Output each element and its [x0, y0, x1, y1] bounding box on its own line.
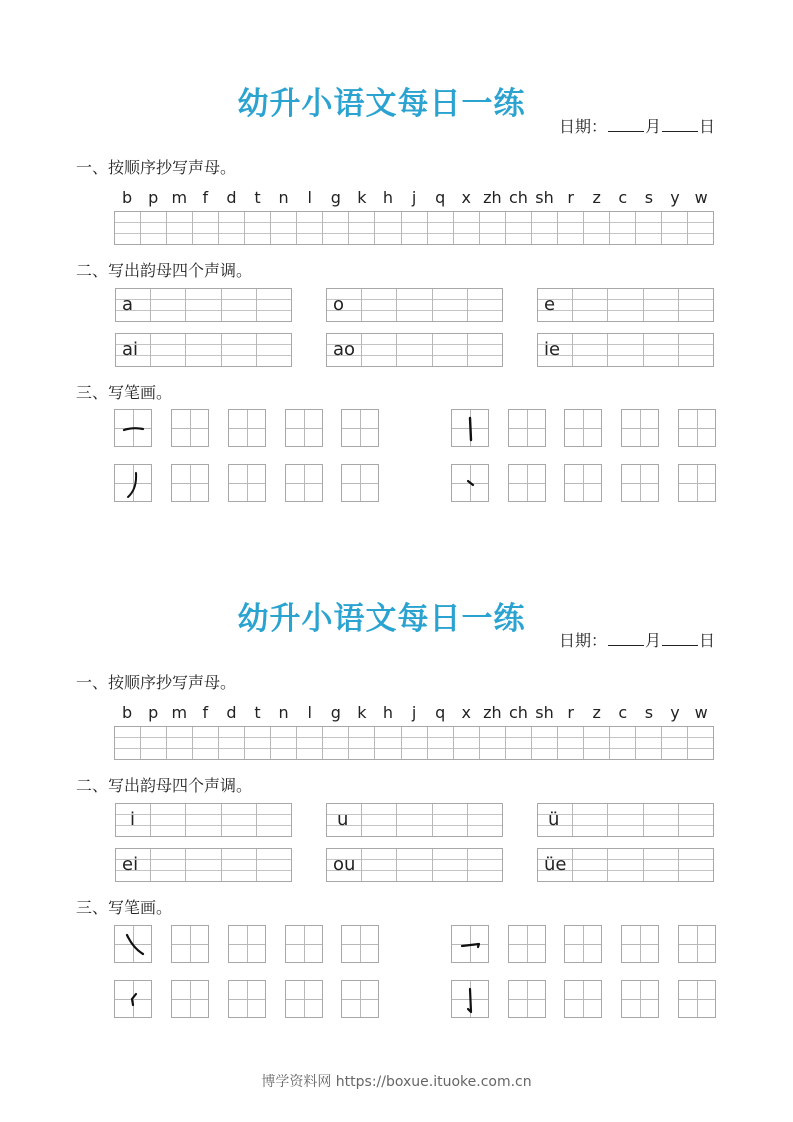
tian-grid-cell[interactable] — [341, 980, 379, 1018]
initial-letter: k — [357, 188, 367, 207]
initial-letter: s — [644, 703, 654, 722]
initial-letter: x — [461, 188, 471, 207]
initial-letter: t — [254, 188, 261, 207]
tian-grid-cell[interactable] — [341, 925, 379, 963]
initial-letter: y — [670, 188, 680, 207]
initial-letter: d — [226, 188, 237, 207]
initial-letter: z — [592, 703, 601, 722]
stroke-example-heng — [114, 409, 152, 447]
day-blank[interactable] — [662, 117, 698, 132]
initial-letter: h — [382, 188, 394, 207]
initial-letter: m — [171, 188, 188, 207]
initial-letter: q — [435, 188, 446, 207]
initial-letter: r — [567, 188, 574, 207]
initial-letter: j — [411, 188, 417, 207]
tian-grid-cell[interactable] — [621, 925, 659, 963]
vowel-label: üe — [544, 854, 567, 875]
dian-stroke-icon — [452, 465, 490, 503]
vowel-writing-grid[interactable] — [537, 848, 714, 882]
initials-writing-grid[interactable] — [114, 726, 714, 760]
tian-grid-cell[interactable] — [285, 925, 323, 963]
tian-grid-cell[interactable] — [508, 925, 546, 963]
tian-grid-cell[interactable] — [678, 980, 716, 1018]
shu-stroke-icon — [452, 410, 490, 448]
tian-grid-cell[interactable] — [228, 980, 266, 1018]
tian-grid-cell[interactable] — [564, 980, 602, 1018]
initial-letter: x — [461, 703, 471, 722]
month-blank[interactable] — [608, 117, 644, 132]
tian-grid-cell[interactable] — [285, 980, 323, 1018]
initials-writing-grid[interactable] — [114, 211, 714, 245]
vowel-label: ü — [548, 809, 560, 830]
footer-watermark: 博学资料网 https://boxue.ituoke.com.cn — [261, 1074, 532, 1090]
section-heading-strokes: 三、写笔画。 — [76, 383, 173, 402]
initials-row — [114, 703, 714, 723]
vowel-label: ou — [333, 854, 356, 875]
vowel-writing-grid[interactable] — [537, 803, 714, 837]
ti-stroke-icon — [115, 981, 153, 1019]
tian-grid-cell[interactable] — [285, 464, 323, 502]
section-heading-strokes: 三、写笔画。 — [76, 898, 173, 917]
initial-letter: sh — [535, 703, 554, 722]
initial-letter: zh — [483, 188, 502, 207]
tian-grid-cell[interactable] — [341, 409, 379, 447]
initial-letter: l — [307, 703, 312, 722]
vowel-writing-grid[interactable] — [115, 803, 292, 837]
vowel-label: i — [130, 809, 136, 830]
initial-letter: g — [330, 703, 341, 722]
vowel-writing-grid[interactable] — [537, 288, 714, 322]
tian-grid-cell[interactable] — [564, 925, 602, 963]
vowel-writing-grid[interactable] — [326, 803, 503, 837]
section-heading-initials: 一、按顺序抄写声母。 — [76, 673, 237, 692]
date-field — [559, 628, 715, 651]
day-label: 日 — [698, 631, 715, 650]
tian-grid-cell[interactable] — [228, 464, 266, 502]
stroke-example-pie — [114, 464, 152, 502]
initial-letter: y — [670, 703, 680, 722]
tian-grid-cell[interactable] — [228, 925, 266, 963]
vowel-label: ai — [122, 339, 139, 360]
initials-row — [114, 188, 714, 208]
initial-letter: c — [618, 188, 628, 207]
tian-grid-cell[interactable] — [285, 409, 323, 447]
tian-grid-cell[interactable] — [508, 464, 546, 502]
section-heading-vowels: 二、写出韵母四个声调。 — [76, 261, 253, 280]
initial-letter: t — [254, 703, 261, 722]
initial-letter: ch — [508, 188, 528, 207]
initial-letter: b — [121, 703, 133, 722]
initial-letter: s — [644, 188, 654, 207]
worksheet-title: 幼升小语文每日一练 — [237, 86, 526, 122]
tian-grid-cell[interactable] — [171, 925, 209, 963]
tian-grid-cell[interactable] — [621, 464, 659, 502]
vowel-label: ao — [333, 339, 356, 360]
initial-letter: m — [171, 703, 188, 722]
stroke-example-dian — [451, 464, 489, 502]
stroke-example-ti — [114, 980, 152, 1018]
tian-grid-cell[interactable] — [341, 464, 379, 502]
tian-grid-cell[interactable] — [228, 409, 266, 447]
vowel-label: ei — [122, 854, 139, 875]
vowel-writing-grid[interactable] — [115, 333, 292, 367]
section-heading-vowels: 二、写出韵母四个声调。 — [76, 776, 253, 795]
tian-grid-cell[interactable] — [171, 409, 209, 447]
initial-letter: r — [567, 703, 574, 722]
vowel-label: ie — [544, 339, 561, 360]
na-stroke-icon — [115, 926, 153, 964]
tian-grid-cell[interactable] — [508, 980, 546, 1018]
initial-letter: f — [202, 188, 209, 207]
tian-grid-cell[interactable] — [678, 925, 716, 963]
initial-letter: c — [618, 703, 628, 722]
vowel-writing-grid[interactable] — [326, 333, 503, 367]
vowel-label: e — [544, 294, 556, 315]
pie-stroke-icon — [115, 465, 153, 503]
initial-letter: f — [202, 703, 209, 722]
date-label: 日期： — [558, 117, 607, 136]
vowel-writing-grid[interactable] — [537, 333, 714, 367]
vowel-label: a — [122, 294, 134, 315]
initial-letter: g — [330, 188, 341, 207]
section-heading-initials: 一、按顺序抄写声母。 — [76, 158, 237, 177]
initial-letter: j — [411, 703, 417, 722]
initial-letter: ch — [508, 703, 528, 722]
vowel-label: u — [337, 809, 349, 830]
stroke-example-shu — [451, 409, 489, 447]
initial-letter: w — [694, 703, 708, 722]
initial-letter: sh — [535, 188, 554, 207]
vowel-writing-grid[interactable] — [326, 848, 503, 882]
date-label: 日期： — [558, 631, 607, 650]
tian-grid-cell[interactable] — [508, 409, 546, 447]
worksheet-title: 幼升小语文每日一练 — [237, 601, 526, 637]
initial-letter: zh — [483, 703, 502, 722]
stroke-example-na — [114, 925, 152, 963]
tian-grid-cell[interactable] — [171, 980, 209, 1018]
tian-grid-cell[interactable] — [564, 464, 602, 502]
vowel-writing-grid[interactable] — [326, 288, 503, 322]
initial-letter: z — [592, 188, 601, 207]
initial-letter: q — [435, 703, 446, 722]
month-label: 月 — [644, 117, 661, 136]
tian-grid-cell[interactable] — [564, 409, 602, 447]
initial-letter: p — [148, 703, 159, 722]
vowel-label: o — [333, 294, 345, 315]
tian-grid-cell[interactable] — [678, 464, 716, 502]
tian-grid-cell[interactable] — [171, 464, 209, 502]
vowel-writing-grid[interactable] — [115, 848, 292, 882]
stroke-example-shugou — [451, 980, 489, 1018]
initial-letter: b — [121, 188, 133, 207]
tian-grid-cell[interactable] — [621, 409, 659, 447]
initial-letter: h — [382, 703, 394, 722]
month-label: 月 — [644, 631, 661, 650]
initial-letter: w — [694, 188, 708, 207]
hengzhe-stroke-icon — [452, 926, 490, 964]
date-field — [559, 114, 715, 137]
initial-letter: l — [307, 188, 312, 207]
shugou-stroke-icon — [452, 981, 490, 1019]
heng-stroke-icon — [115, 410, 153, 448]
initial-letter: p — [148, 188, 159, 207]
day-blank[interactable] — [662, 631, 698, 646]
stroke-example-hengzhe — [451, 925, 489, 963]
tian-grid-cell[interactable] — [678, 409, 716, 447]
initial-letter: n — [278, 703, 289, 722]
initial-letter: d — [226, 703, 237, 722]
tian-grid-cell[interactable] — [621, 980, 659, 1018]
initial-letter: n — [278, 188, 289, 207]
initial-letter: k — [357, 703, 367, 722]
day-label: 日 — [698, 117, 715, 136]
month-blank[interactable] — [608, 631, 644, 646]
vowel-writing-grid[interactable] — [115, 288, 292, 322]
